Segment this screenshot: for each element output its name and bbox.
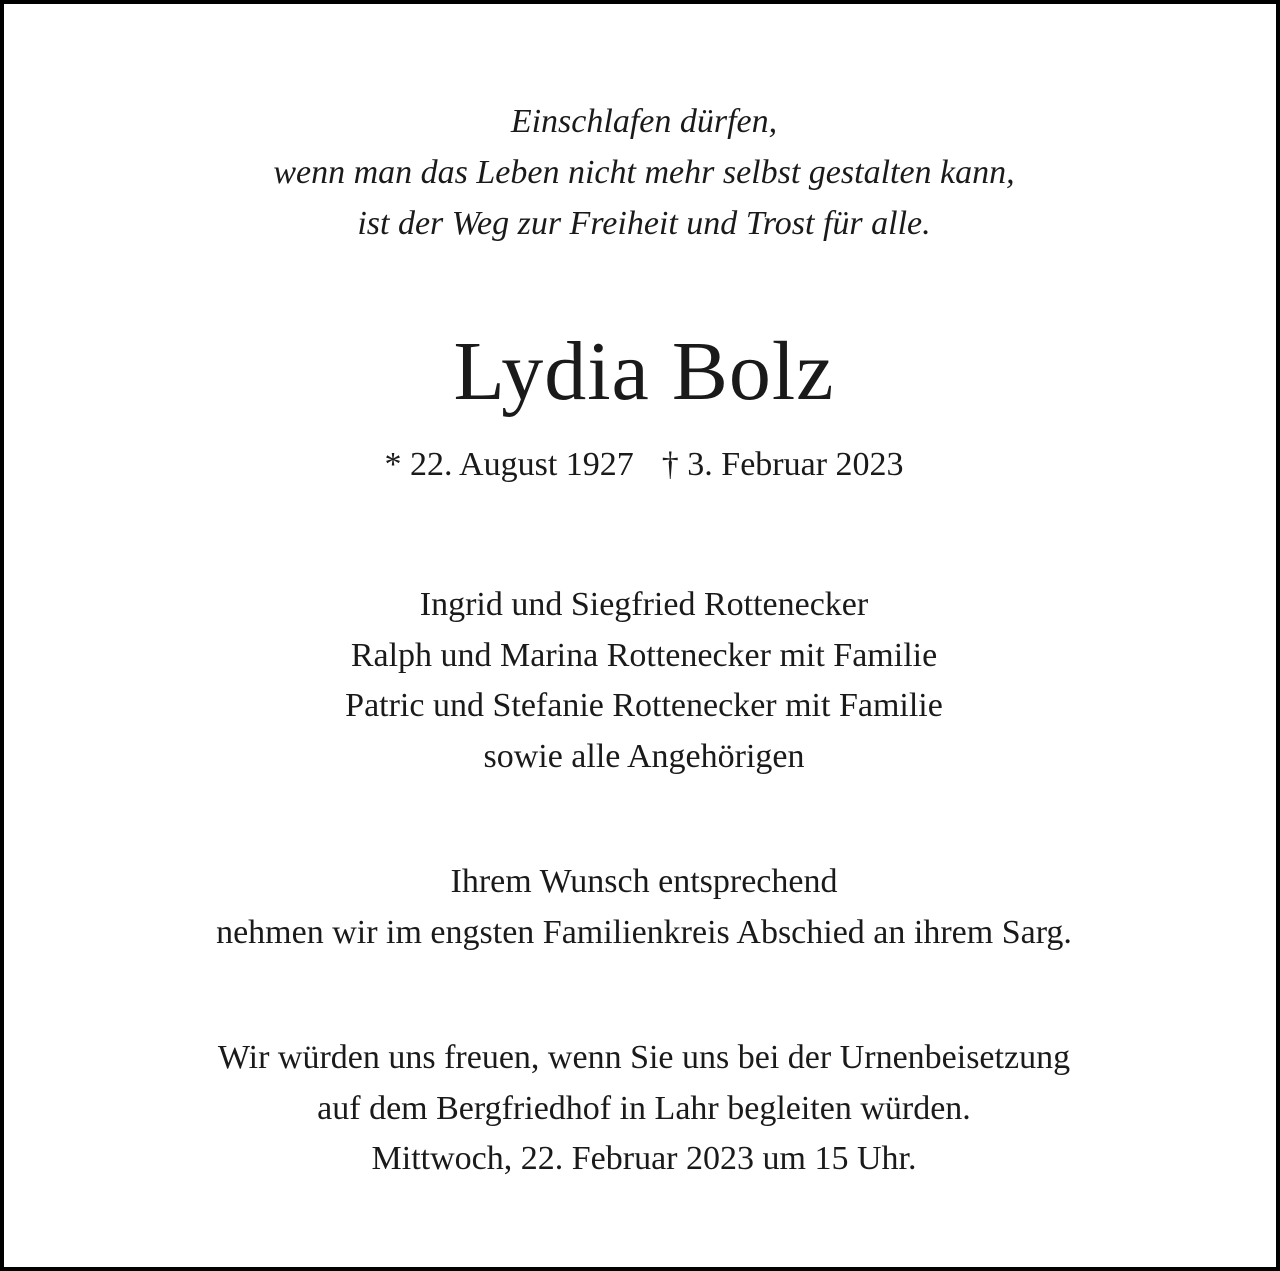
burial-line: Mittwoch, 22. Februar 2023 um 15 Uhr. <box>371 1140 917 1177</box>
verse-line: ist der Weg zur Freiheit und Trost für alle. <box>357 205 931 242</box>
burial-line: Wir würden uns freuen, wenn Sie uns bei der Urnenbeisetzung <box>217 1039 1071 1076</box>
mourner-line: Patric und Stefanie Rottenecker mit Familie <box>345 687 943 724</box>
verse-line: Einschlafen dürfen, <box>510 103 778 140</box>
deceased-name: Lydia Bolz <box>453 325 835 418</box>
verse-line: wenn man das Leben nicht mehr selbst gestalten kann, <box>273 154 1015 191</box>
mourner-line: Ralph und Marina Rottenecker mit Familie <box>350 636 938 674</box>
farewell-line: Ihrem Wunsch entsprechend <box>450 863 838 900</box>
mourner-line: Ingrid und Siegfried Rottenecker <box>419 586 869 623</box>
life-dates <box>4 440 1280 490</box>
verse <box>4 96 1280 249</box>
farewell-notice <box>4 857 1280 958</box>
burial-invitation <box>4 1033 1280 1185</box>
death-date: † 3. Februar 2023 <box>661 446 904 483</box>
birth-date: * 22. August 1927 <box>384 446 634 483</box>
mourner-line: sowie alle Angehörigen <box>483 737 805 775</box>
mourners-list <box>4 580 1280 782</box>
farewell-line: nehmen wir im engsten Familienkreis Abschied an ihrem Sarg. <box>216 913 1072 951</box>
burial-line: auf dem Bergfriedhof in Lahr begleiten würden. <box>317 1089 971 1127</box>
